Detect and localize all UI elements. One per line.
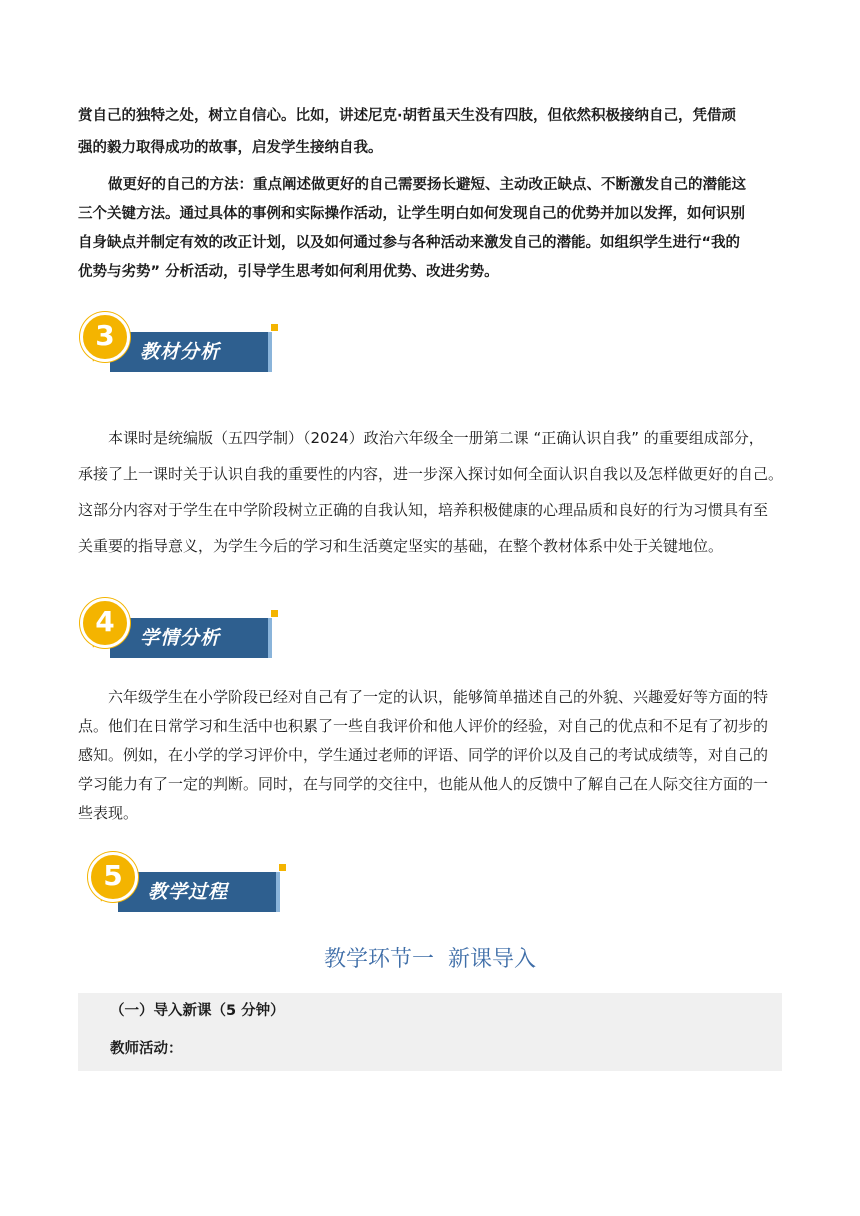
section-title: 学情分析	[140, 627, 221, 649]
heading-accent-square	[271, 610, 278, 617]
section-title: 教材分析	[140, 341, 221, 363]
heading-accent-square	[279, 864, 286, 871]
text-line: 三个关键方法。通过具体的事例和实际操作活动，让学生明白如何发现自己的优势并加以发挥，如何识别	[78, 206, 745, 222]
section-number: 3	[95, 319, 115, 352]
text-line: 强的毅力取得成功的故事，启发学生接纳自我。	[78, 140, 383, 156]
intro-subtitle: （一）导入新课（5 分钟）	[110, 1003, 285, 1019]
teacher-activity-label: 教师活动：	[110, 1041, 183, 1057]
text-line: 这部分内容对于学生在中学阶段树立正确的自我认知，培养积极健康的心理品质和良好的行为习惯具有至	[78, 501, 769, 519]
section-heading-textbook-analysis	[80, 312, 280, 374]
text-line: 赏自己的独特之处，树立自信心。比如，讲述尼克·胡哲虽天生没有四肢，但依然积极接纳自己，凭借顽	[78, 108, 737, 124]
text-line: 些表现。	[78, 804, 139, 822]
heading-bar-edge	[276, 872, 280, 912]
intro-box	[78, 993, 782, 1071]
paragraph-continuation	[78, 102, 784, 163]
paragraph-student-analysis	[78, 683, 784, 828]
section-number: 5	[103, 859, 123, 892]
text-line: 做更好的自己的方法：重点阐述做更好的自己需要扬长避短、主动改正缺点、不断激发自己的潜能这	[108, 177, 746, 193]
section-heading-student-analysis	[80, 598, 280, 660]
text-line: 感知。例如，在小学的学习评价中，学生通过老师的评语、同学的评价以及自己的考试成绩等，对自己的	[78, 746, 769, 764]
section-number: 4	[95, 605, 115, 638]
heading-bar-edge	[268, 332, 272, 372]
paragraph-method	[78, 171, 784, 287]
paragraph-textbook-analysis	[78, 420, 784, 564]
section-heading-teaching-process	[88, 852, 288, 914]
text-line: 本课时是统编版（五四学制）（2024）政治六年级全一册第二课 “正确认识自我” 的重要组成部分，	[108, 429, 764, 447]
text-line: 优势与劣势” 分析活动，引导学生思考如何利用优势、改进劣势。	[78, 264, 499, 280]
text-line: 自身缺点并制定有效的改正计划，以及如何通过参与各种活动来激发自己的潜能。如组织学生进行“我的	[78, 235, 741, 251]
text-line: 点。他们在日常学习和生活中也积累了一些自我评价和他人评价的经验，对自己的优点和不足有了初步的	[78, 717, 769, 735]
text-line: 关重要的指导意义，为学生今后的学习和生活奠定坚实的基础，在整个教材体系中处于关键地位。	[78, 537, 724, 555]
heading-accent-square	[271, 324, 278, 331]
heading-bar-edge	[268, 618, 272, 658]
text-line: 承接了上一课时关于认识自我的重要性的内容，进一步深入探讨如何全面认识自我以及怎样做更好的自己。	[78, 465, 784, 483]
section-title: 教学过程	[148, 881, 229, 903]
text-line: 六年级学生在小学阶段已经对自己有了一定的认识，能够简单描述自己的外貌、兴趣爱好等方面的特	[108, 688, 769, 706]
text-line: 学习能力有了一定的判断。同时，在与同学的交往中，也能从他人的反馈中了解自己在人际交往方面的一	[78, 775, 769, 793]
teaching-step-title: 教学环节一 新课导入	[324, 947, 536, 972]
